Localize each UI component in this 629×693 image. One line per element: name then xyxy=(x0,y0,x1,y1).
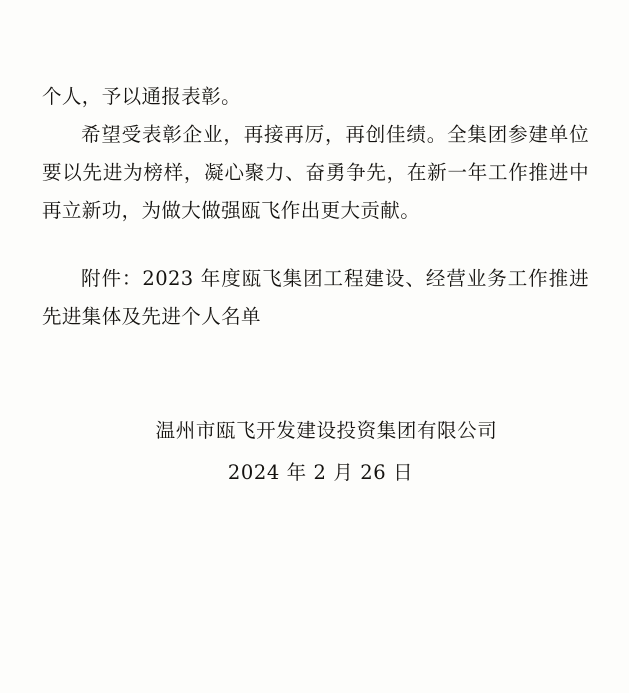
signature-block xyxy=(42,410,589,494)
signature-organization: 温州市瓯飞开发建设投资集团有限公司 xyxy=(155,419,498,442)
document-body xyxy=(42,78,589,336)
signature-date: 2024 年 2 月 26 日 xyxy=(227,461,414,484)
paragraph-continuation: 个人，予以通报表彰。 xyxy=(42,85,242,108)
paragraph-spacer xyxy=(42,230,589,260)
paragraph-attachment: 附件：2023 年度瓯飞集团工程建设、经营业务工作推进先进集体及先进个人名单 xyxy=(42,267,589,328)
paragraph-hope: 希望受表彰企业，再接再厉，再创佳绩。全集团参建单位要以先进为榜样，凝心聚力、奋勇争先，在新一年工作推进中再立新功，为做大做强瓯飞作出更大贡献。 xyxy=(42,123,589,222)
